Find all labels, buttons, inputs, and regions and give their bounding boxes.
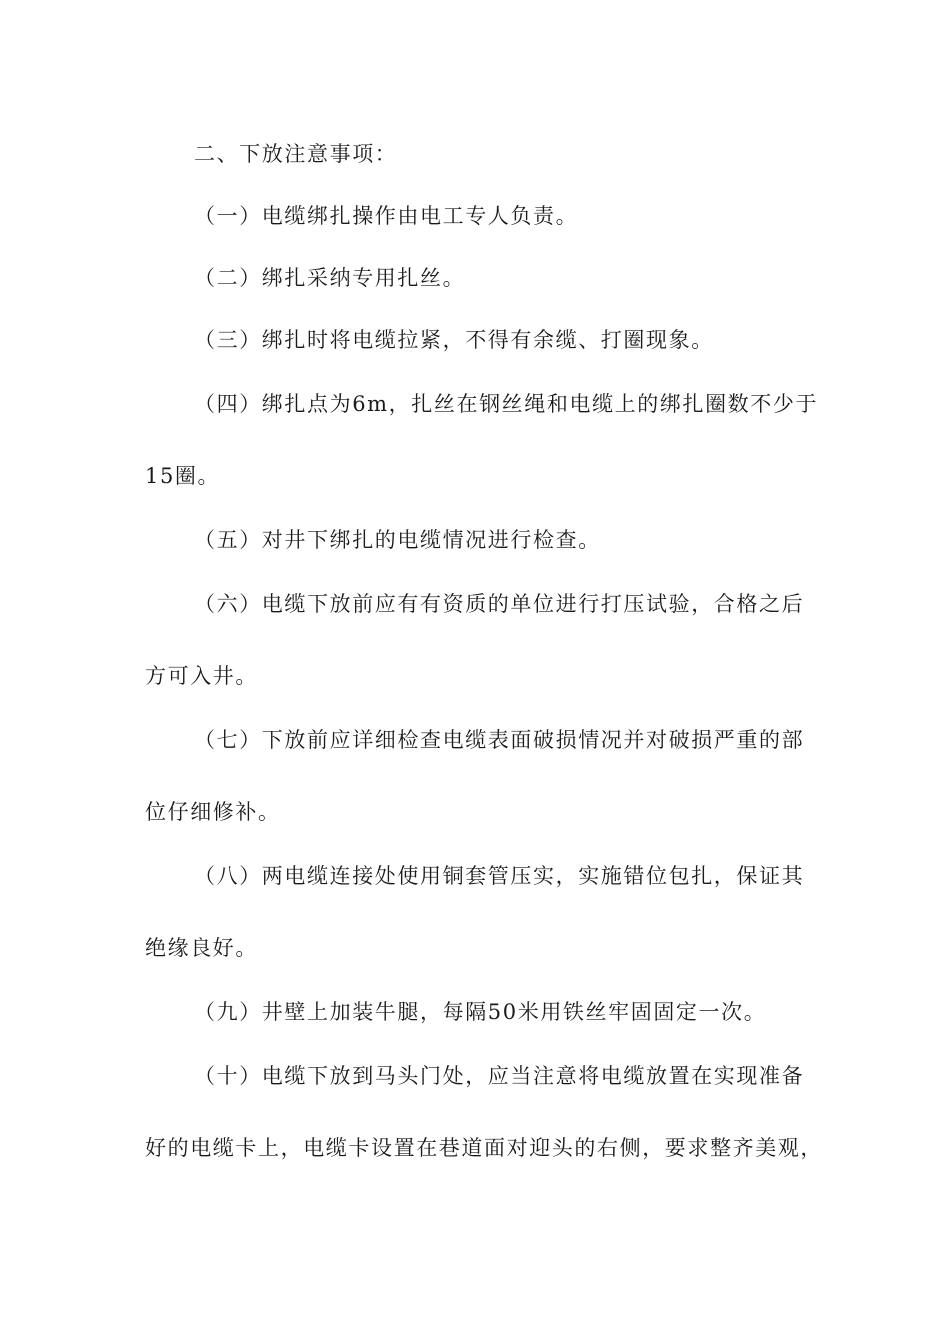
paragraph-line: （十）电缆下放到马头门处，应当注意将电缆放置在实现准备 — [194, 1064, 805, 1088]
paragraph-line: （四）绑扎点为6m，扎丝在钢丝绳和电缆上的绑扎圈数不少于 — [194, 392, 819, 416]
paragraph-line: （一）电缆绑扎操作由电工专人负责。 — [194, 204, 579, 228]
paragraph-line: （七）下放前应详细检查电缆表面破损情况并对破损严重的部 — [194, 728, 805, 752]
section-heading: 二、下放注意事项： — [194, 142, 398, 166]
paragraph-line: （六）电缆下放前应有有资质的单位进行打压试验，合格之后 — [194, 592, 805, 616]
paragraph-line: 好的电缆卡上，电缆卡设置在巷道面对迎头的右侧，要求整齐美观， — [145, 1136, 823, 1160]
paragraph-line: 绝缘良好。 — [145, 936, 258, 960]
paragraph-line: 15圈。 — [145, 464, 221, 488]
paragraph-line: 位仔细修补。 — [145, 800, 281, 824]
paragraph-line: （九）井壁上加装牛腿，每隔50米用铁丝牢固固定一次。 — [194, 1000, 767, 1024]
paragraph-line: （三）绑扎时将电缆拉紧，不得有余缆、打圈现象。 — [194, 328, 714, 352]
paragraph-line: 方可入井。 — [145, 664, 258, 688]
paragraph-line: （二）绑扎采纳专用扎丝。 — [194, 266, 466, 290]
paragraph-line: （八）两电缆连接处使用铜套管压实，实施错位包扎，保证其 — [194, 864, 805, 888]
paragraph-line: （五）对井下绑扎的电缆情况进行检查。 — [194, 528, 601, 552]
